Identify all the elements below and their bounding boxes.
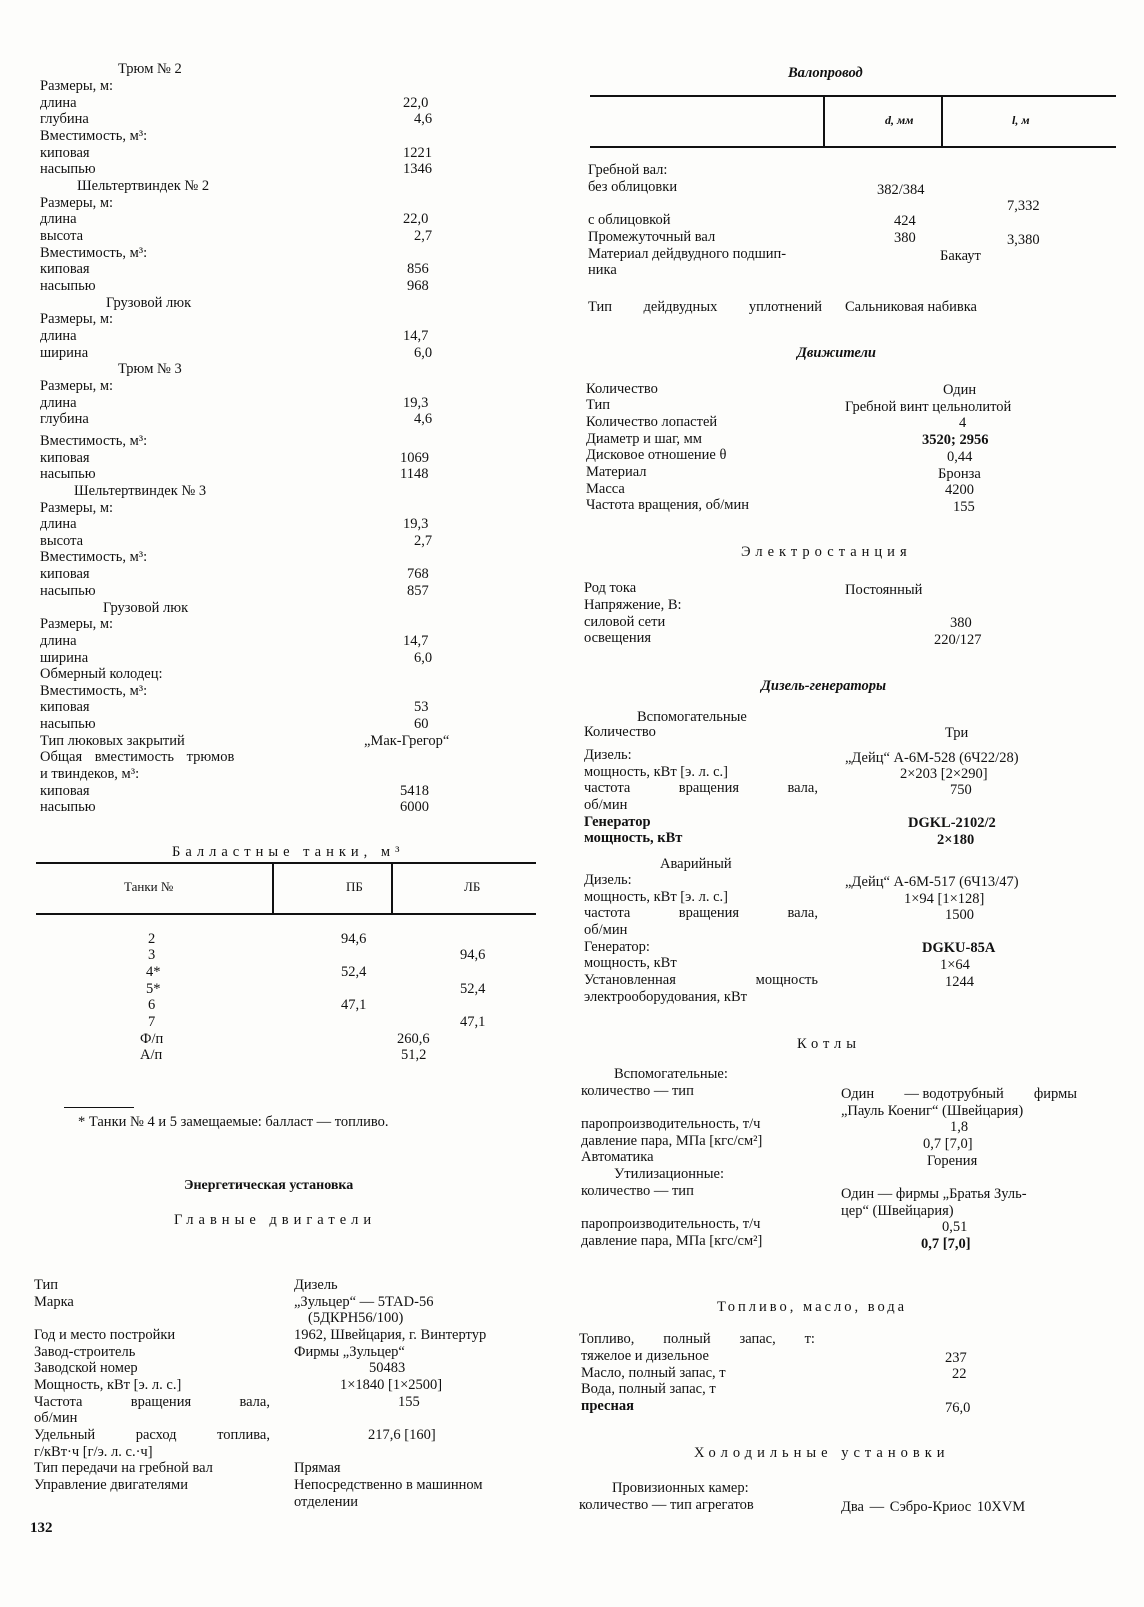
header-lb: ЛБ: [464, 879, 481, 894]
diameter-pitch-label: Диаметр и шаг, мм: [586, 431, 702, 447]
height-value: 2,7: [414, 533, 433, 549]
total-grain-label: насыпью: [40, 799, 96, 815]
height-value: 2,7: [414, 228, 433, 244]
rpm-word: Частота: [34, 1394, 83, 1410]
tank-aft-peak: А/п: [140, 1047, 163, 1063]
footnote: * Танки № 4 и 5 замещаемые: балласт — топливо.: [78, 1114, 389, 1130]
total-capacity-label: Общая вместимость трюмов: [40, 749, 235, 765]
bale-label: киповая: [40, 699, 90, 715]
rpm-word: вала,: [787, 905, 818, 921]
rpm-label: Частота вращения, об/мин: [586, 497, 749, 513]
well-title: Обмерный колодец:: [40, 666, 163, 682]
bearing-material-label-2: ника: [588, 262, 617, 278]
grain-value: 1346: [403, 161, 432, 177]
table-header-rule: [590, 146, 1116, 148]
lighting-label: освещения: [584, 630, 652, 646]
unclad-diameter: 382/384: [877, 182, 925, 198]
diesel-label: Дизель:: [584, 747, 632, 763]
tweendeck-3-title: Шельтертвиндек № 3: [74, 483, 207, 499]
util-steam-output-label: паропроизводительность, т/ч: [581, 1216, 761, 1232]
rpm-value: 155: [398, 1394, 420, 1410]
tank-number: 4*: [146, 964, 161, 980]
depth-value: 4,6: [414, 111, 433, 127]
total-bale-value: 5418: [400, 783, 429, 799]
intermediate-label: Промежуточный вал: [588, 229, 716, 245]
emergency-diesel-value: „Дейц“ А-6М-517 (6Ч13/47): [845, 874, 1019, 890]
seal-word: Тип: [588, 299, 613, 315]
oil-value: 22: [952, 1366, 967, 1382]
current-type-value: Постоянный: [845, 582, 923, 598]
serial-value: 50483: [369, 1360, 406, 1376]
rpm-word: вращения: [678, 905, 740, 921]
bale-value: 856: [407, 261, 429, 277]
quantity-label: Количество: [586, 381, 658, 397]
seal-word: уплотнений: [748, 299, 822, 315]
lighting-value: 220/127: [934, 632, 982, 648]
length-value: 22,0: [403, 95, 429, 111]
tank-number: 3: [148, 947, 156, 963]
material-value: Бронза: [938, 466, 981, 482]
column-divider: [941, 95, 943, 147]
depth-label: глубина: [40, 111, 89, 127]
rpm-label-2: об/мин: [584, 797, 628, 813]
emergency-rpm-label-2: об/мин: [584, 922, 628, 938]
provision-chambers-label: Провизионных камер:: [612, 1480, 749, 1496]
fuel-word: полный: [663, 1331, 711, 1347]
installed-power-label: [584, 973, 818, 988]
width-label: ширина: [40, 345, 89, 361]
rpm-value: 750: [950, 782, 972, 798]
tank-lb-value: 52,4: [460, 981, 486, 997]
voltage-label: Напряжение, В:: [584, 597, 682, 613]
width-value: 6,0: [414, 650, 433, 666]
header-pb: ПБ: [346, 879, 363, 894]
page-number: 132: [30, 1520, 53, 1536]
installed-power-value: 1244: [945, 974, 974, 990]
depth-label: глубина: [40, 411, 89, 427]
tank-pb-value: 94,6: [341, 931, 367, 947]
serial-label: Заводской номер: [34, 1360, 138, 1376]
prop-shaft-length: 7,332: [1007, 198, 1040, 214]
year-label: Год и место постройки: [34, 1327, 176, 1343]
diesel-generators-title: Дизель-генераторы: [761, 678, 887, 694]
grain-label: насыпью: [40, 278, 96, 294]
bale-label: киповая: [40, 261, 90, 277]
util-steam-pressure-value: 0,7 [7,0]: [921, 1236, 971, 1252]
intermediate-diameter: 380: [894, 230, 916, 246]
tank-number: 5*: [146, 981, 161, 997]
quantity-type-value: [841, 1087, 1077, 1102]
rpm-word: вала,: [239, 1394, 270, 1410]
fuel-word: т:: [804, 1331, 815, 1347]
total-grain-value: 6000: [400, 799, 429, 815]
header-diameter: d, мм: [885, 113, 914, 127]
generator-power-value: 2×180: [937, 832, 975, 848]
column-divider: [391, 862, 393, 914]
grain-label: насыпью: [40, 161, 96, 177]
fuel-total-label: [579, 1332, 815, 1347]
fuel-word: расход: [135, 1427, 177, 1443]
length-value: 14,7: [403, 328, 429, 344]
emergency-power-value: 1×94 [1×128]: [904, 891, 985, 907]
generator-value: DGKL-2102/2: [908, 815, 996, 831]
type-value: Дизель: [294, 1277, 338, 1293]
quantity-value: Три: [945, 725, 969, 741]
fresh-water-value: 76,0: [945, 1400, 971, 1416]
total-bale-label: киповая: [40, 783, 90, 799]
automation-value: Горения: [927, 1153, 978, 1169]
bale-label: киповая: [40, 450, 90, 466]
intermediate-length: 3,380: [1007, 232, 1040, 248]
rpm-word: частота: [584, 780, 631, 796]
current-type-label: Род тока: [584, 580, 637, 596]
clad-diameter: 424: [894, 213, 916, 229]
cover-type-label: Тип люковых закрытий: [40, 733, 185, 749]
total-capacity-label-2: и твиндеков, м³:: [40, 766, 140, 782]
type-value: Гребной винт цельнолитой: [845, 399, 1012, 415]
generator-label: Генератор: [584, 814, 651, 830]
rpm-word: частота: [584, 905, 631, 921]
height-label: высота: [40, 228, 84, 244]
dims-label: Размеры, м:: [40, 378, 114, 394]
fuel-word: запас,: [739, 1331, 776, 1347]
height-label: высота: [40, 533, 84, 549]
emergency-generator-value: DGKU-85A: [922, 940, 996, 956]
emergency-rpm-value: 1500: [945, 907, 974, 923]
util-quantity-type-value: Один — фирмы „Братья Зуль-: [841, 1186, 1027, 1202]
dims-label: Размеры, м:: [40, 195, 114, 211]
agregate-type-value: Два — Сэбро-Криос 10XVM: [841, 1499, 1026, 1515]
grain-value: 60: [414, 716, 429, 732]
table-header-rule: [36, 913, 536, 915]
diesel-value: „Дейц“ А-6М-528 (6Ч22/28): [845, 750, 1019, 766]
dims-label: Размеры, м:: [40, 616, 114, 632]
width-label: ширина: [40, 650, 89, 666]
diesel-power-value: 2×203 [2×290]: [900, 766, 988, 782]
util-steam-output-value: 0,51: [942, 1219, 968, 1235]
diameter-pitch-value: 3520; 2956: [922, 432, 989, 448]
brand-label: Марка: [34, 1294, 74, 1310]
header-tank: Танки №: [124, 879, 174, 894]
seal-word: дейдвудных: [643, 299, 718, 315]
disc-ratio-value: 0,44: [947, 449, 973, 465]
fuel-label-2: г/кВт·ч [г/э. л. с.·ч]: [34, 1444, 153, 1460]
brand-value-2: (5ДКРН56/100): [308, 1310, 404, 1326]
capacity-label: Вместимость, м³:: [40, 128, 148, 144]
fuel-word: топлива,: [217, 1427, 270, 1443]
length-label: длина: [40, 516, 77, 532]
grain-value: 968: [407, 278, 429, 294]
shafting-title: Валопровод: [788, 65, 863, 81]
boiler-word: Один: [841, 1086, 875, 1102]
emergency-label: Аварийный: [660, 856, 732, 872]
power-station-title: Электростанция: [741, 544, 912, 560]
aux-boilers-label: Вспомогательные:: [614, 1066, 728, 1082]
bearing-material-value: Бакаут: [940, 248, 981, 264]
fore-peak-value: 260,6: [397, 1031, 430, 1047]
dims-label: Размеры, м:: [40, 78, 114, 94]
type-label: Тип: [586, 397, 611, 413]
plant-value: Фирмы „Зульцер“: [294, 1344, 405, 1360]
type-label: Тип: [34, 1277, 59, 1293]
fuel-word: Удельный: [34, 1427, 96, 1443]
length-value: 22,0: [403, 211, 429, 227]
quantity-type-label: количество — тип: [581, 1083, 694, 1099]
rpm-label: [34, 1395, 270, 1410]
emergency-rpm-label: [584, 906, 818, 921]
steam-output-label: паропроизводительность, т/ч: [581, 1116, 761, 1132]
transmission-label: Тип передачи на гребной вал: [34, 1460, 213, 1476]
dims-label: Размеры, м:: [40, 500, 114, 516]
tank-lb-value: 47,1: [460, 1014, 486, 1030]
agregate-type-label: количество — тип агрегатов: [579, 1497, 754, 1513]
hatch-title: Грузовой люк: [106, 295, 192, 311]
grain-label: насыпью: [40, 716, 96, 732]
oil-label: Масло, полный запас, т: [581, 1365, 726, 1381]
table-top-rule: [590, 95, 1116, 97]
length-label: длина: [40, 633, 77, 649]
material-label: Материал: [586, 464, 647, 480]
propulsors-title: Движители: [797, 345, 876, 361]
rpm-word: вращения: [130, 1394, 192, 1410]
capacity-label: Вместимость, м³:: [40, 433, 148, 449]
emergency-power-label: мощность, кВт [э. л. с.]: [584, 889, 728, 905]
power-label: Мощность, кВт [э. л. с.]: [34, 1377, 182, 1393]
bale-label: киповая: [40, 145, 90, 161]
emergency-diesel-label: Дизель:: [584, 872, 632, 888]
rpm-label-2: об/мин: [34, 1410, 78, 1426]
rpm-word: вала,: [787, 780, 818, 796]
fuel-label: [34, 1428, 270, 1443]
ballast-title: Балластные танки, м³: [172, 844, 405, 860]
power-value: 1×1840 [1×2500]: [340, 1377, 443, 1393]
plant-label: Завод-строитель: [34, 1344, 136, 1360]
tank-fore-peak: Ф/п: [140, 1031, 164, 1047]
steam-pressure-value: 0,7 [7,0]: [923, 1136, 973, 1152]
cover-type-value: „Мак-Грегор“: [364, 733, 450, 749]
generator-power-label: мощность, кВт: [584, 830, 683, 846]
control-label: Управление двигателями: [34, 1477, 188, 1493]
width-value: 6,0: [414, 345, 433, 361]
disc-ratio-label: Дисковое отношение θ: [586, 447, 727, 463]
seal-type-value: Сальниковая набивка: [845, 299, 977, 315]
bearing-material-label: Материал дейдвудного подшип-: [588, 246, 787, 262]
length-value: 14,7: [403, 633, 429, 649]
steam-pressure-label: давление пара, МПа [кгс/см²]: [581, 1133, 763, 1149]
bale-value: 1221: [403, 145, 432, 161]
grain-label: насыпью: [40, 583, 96, 599]
prop-shaft-label: Гребной вал:: [588, 162, 668, 178]
seal-type-label: [588, 300, 822, 315]
length-label: длина: [40, 395, 77, 411]
column-divider: [272, 862, 274, 914]
mass-value: 4200: [945, 482, 974, 498]
grain-label: насыпью: [40, 466, 96, 482]
utilization-label: Утилизационные:: [614, 1166, 725, 1182]
length-value: 19,3: [403, 395, 429, 411]
heavy-diesel-value: 237: [945, 1350, 967, 1366]
transmission-value: Прямая: [294, 1460, 341, 1476]
length-label: длина: [40, 211, 77, 227]
power-network-value: 380: [950, 615, 972, 631]
unclad-label: без облицовки: [588, 179, 678, 195]
grain-value: 857: [407, 583, 429, 599]
tank-pb-value: 47,1: [341, 997, 367, 1013]
steam-output-value: 1,8: [950, 1119, 969, 1135]
length-label: длина: [40, 328, 77, 344]
tweendeck-2-title: Шельтертвиндек № 2: [77, 178, 210, 194]
hatch-title: Грузовой люк: [103, 600, 189, 616]
tank-pb-value: 52,4: [341, 964, 367, 980]
hold-2-title: Трюм № 2: [118, 61, 182, 77]
column-divider: [823, 95, 825, 147]
clad-label: с облицовкой: [588, 212, 671, 228]
rpm-word: вращения: [678, 780, 740, 796]
boilers-title: Котлы: [797, 1036, 861, 1052]
header-length: l, м: [1012, 113, 1030, 127]
fresh-water-label: пресная: [581, 1398, 634, 1414]
emergency-generator-power-label: мощность, кВт: [584, 955, 677, 971]
water-label: Вода, полный запас, т: [581, 1381, 716, 1397]
table-top-rule: [36, 862, 536, 864]
capacity-label: Вместимость, м³:: [40, 683, 148, 699]
emergency-generator-label: Генератор:: [584, 939, 650, 955]
footnote-rule: [64, 1107, 134, 1108]
fuel-value: 217,6 [160]: [368, 1427, 436, 1443]
capacity-label: Вместимость, м³:: [40, 549, 148, 565]
main-engines-title: Главные двигатели: [174, 1212, 377, 1228]
control-value-2: отделении: [294, 1494, 358, 1510]
bale-value: 1069: [400, 450, 429, 466]
tank-number: 6: [148, 997, 156, 1013]
blades-value: 4: [959, 415, 967, 431]
heavy-diesel-label: тяжелое и дизельное: [581, 1348, 709, 1364]
util-quantity-type-label: количество — тип: [581, 1183, 694, 1199]
bale-value: 768: [407, 566, 429, 582]
supplies-title: Топливо, масло, вода: [717, 1299, 908, 1315]
installed-word: Установленная: [584, 972, 676, 988]
rpm-value: 155: [953, 499, 975, 515]
blades-label: Количество лопастей: [586, 414, 718, 430]
tank-number: 2: [148, 931, 156, 947]
quantity-value: Один: [943, 382, 977, 398]
util-steam-pressure-label: давление пара, МПа [кгс/см²]: [581, 1233, 763, 1249]
dims-label: Размеры, м:: [40, 311, 114, 327]
diesel-power-label: мощность, кВт [э. л. с.]: [584, 764, 728, 780]
automation-label: Автоматика: [581, 1149, 654, 1165]
fuel-word: Топливо,: [579, 1331, 635, 1347]
control-value: Непосредственно в машинном: [294, 1477, 483, 1493]
util-quantity-type-value-2: цер“ (Швейцария): [841, 1203, 954, 1219]
hold-3-title: Трюм № 3: [118, 361, 182, 377]
installed-power-label-2: электрооборудования, кВт: [584, 989, 747, 1005]
bale-value: 53: [414, 699, 429, 715]
refrigeration-title: Холодильные установки: [694, 1445, 950, 1461]
depth-value: 4,6: [414, 411, 433, 427]
installed-word: мощность: [755, 972, 818, 988]
capacity-label: Вместимость, м³:: [40, 245, 148, 261]
brand-value: „Зульцер“ — 5ТАD-56: [294, 1294, 434, 1310]
power-network-label: силовой сети: [584, 614, 666, 630]
auxiliary-label: Вспомогательные: [637, 709, 747, 725]
year-value: 1962, Швейцария, г. Винтертур: [294, 1327, 487, 1343]
quantity-type-value-2: „Пауль Коениг“ (Швейцария): [841, 1103, 1024, 1119]
length-label: длина: [40, 95, 77, 111]
power-plant-title: Энергетическая установка: [184, 1178, 354, 1193]
mass-label: Масса: [586, 481, 625, 497]
emergency-generator-power-value: 1×64: [940, 957, 970, 973]
aft-peak-value: 51,2: [401, 1047, 427, 1063]
grain-value: 1148: [400, 466, 429, 482]
tank-number: 7: [148, 1014, 156, 1030]
quantity-label: Количество: [584, 724, 656, 740]
boiler-word: — водотрубный: [904, 1086, 1004, 1102]
tank-lb-value: 94,6: [460, 947, 486, 963]
length-value: 19,3: [403, 516, 429, 532]
rpm-label: [584, 781, 818, 796]
boiler-word: фирмы: [1033, 1086, 1077, 1102]
bale-label: киповая: [40, 566, 90, 582]
